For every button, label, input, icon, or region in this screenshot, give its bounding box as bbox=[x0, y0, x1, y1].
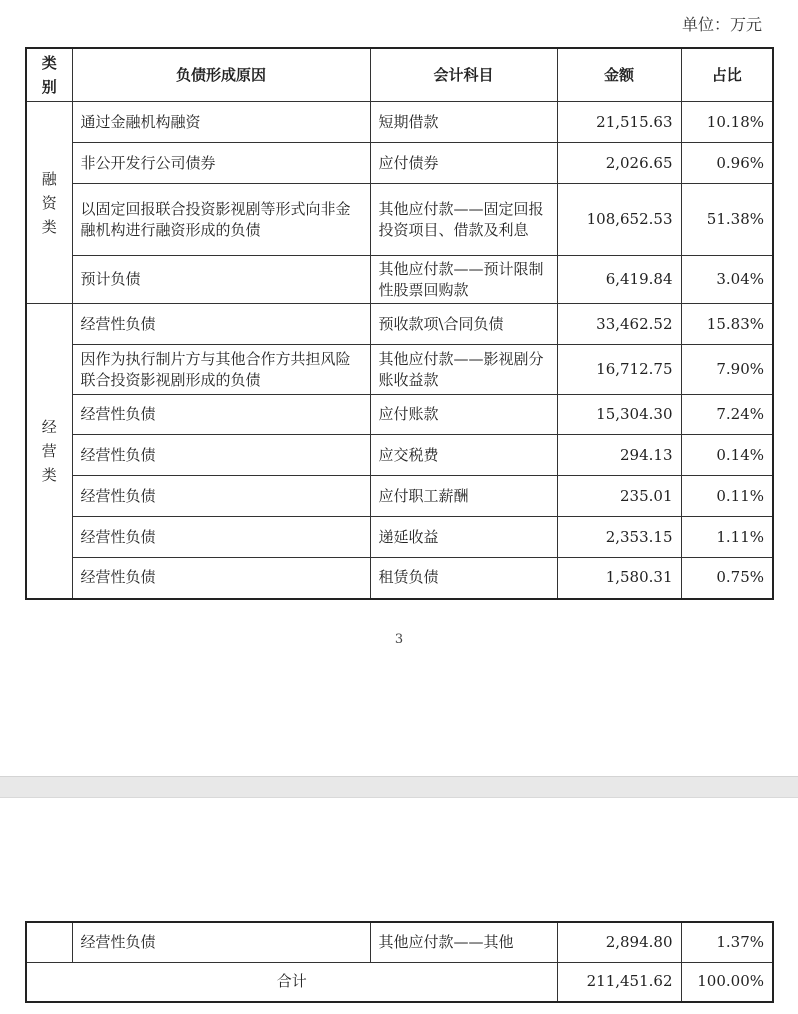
cell-ratio: 51.38% bbox=[681, 184, 773, 256]
cell-reason: 因作为执行制片方与其他合作方共担风险联合投资影视剧形成的负债 bbox=[72, 345, 370, 395]
cell-account: 应付职工薪酬 bbox=[370, 476, 557, 517]
header-category: 类别 bbox=[26, 48, 72, 102]
cell-account: 应交税费 bbox=[370, 435, 557, 476]
category-operating: 经营类 bbox=[26, 304, 72, 599]
cell-ratio: 0.75% bbox=[681, 558, 773, 599]
page-break-divider bbox=[0, 776, 798, 798]
table-row bbox=[26, 517, 773, 558]
cell-amount: 33,462.52 bbox=[557, 304, 681, 345]
cell-amount: 1,580.31 bbox=[557, 558, 681, 599]
cell-account: 短期借款 bbox=[370, 102, 557, 143]
page-number: 3 bbox=[394, 632, 404, 647]
header-ratio: 占比 bbox=[681, 48, 773, 102]
cell-ratio: 7.90% bbox=[681, 345, 773, 395]
cell-ratio: 7.24% bbox=[681, 395, 773, 435]
cell-amount: 21,515.63 bbox=[557, 102, 681, 143]
cell-ratio: 10.18% bbox=[681, 102, 773, 143]
cell-reason: 预计负债 bbox=[72, 256, 370, 304]
cell-amount: 294.13 bbox=[557, 435, 681, 476]
table-row bbox=[26, 435, 773, 476]
cell-account: 应付账款 bbox=[370, 395, 557, 435]
cell-account: 递延收益 bbox=[370, 517, 557, 558]
total-amount: 211,451.62 bbox=[557, 962, 681, 1002]
cell-amount: 6,419.84 bbox=[557, 256, 681, 304]
total-ratio: 100.00% bbox=[681, 962, 773, 1002]
total-row bbox=[26, 962, 773, 1002]
cell-reason: 非公开发行公司债券 bbox=[72, 143, 370, 184]
table-row bbox=[26, 143, 773, 184]
table-row bbox=[26, 102, 773, 143]
cell-account: 其他应付款——固定回报投资项目、借款及利息 bbox=[370, 184, 557, 256]
cell-ratio: 1.37% bbox=[681, 922, 773, 962]
cell-amount: 15,304.30 bbox=[557, 395, 681, 435]
cell-account: 应付债券 bbox=[370, 143, 557, 184]
liability-table bbox=[25, 47, 774, 600]
total-label: 合计 bbox=[26, 962, 557, 1002]
table-row bbox=[26, 395, 773, 435]
cell-reason: 经营性负债 bbox=[72, 517, 370, 558]
cell-account: 其他应付款——影视剧分账收益款 bbox=[370, 345, 557, 395]
cell-account: 其他应付款——其他 bbox=[370, 922, 557, 962]
unit-label: 单位：万元 bbox=[681, 15, 762, 34]
cell-ratio: 0.96% bbox=[681, 143, 773, 184]
category-operating-continued bbox=[26, 922, 72, 962]
cell-ratio: 1.11% bbox=[681, 517, 773, 558]
table-row bbox=[26, 922, 773, 962]
cell-reason: 经营性负债 bbox=[72, 435, 370, 476]
table-row bbox=[26, 256, 773, 304]
cell-amount: 235.01 bbox=[557, 476, 681, 517]
cell-ratio: 0.14% bbox=[681, 435, 773, 476]
table-header-row bbox=[26, 48, 773, 102]
table-row bbox=[26, 184, 773, 256]
cell-amount: 2,894.80 bbox=[557, 922, 681, 962]
cell-amount: 2,353.15 bbox=[557, 517, 681, 558]
cell-reason: 经营性负债 bbox=[72, 476, 370, 517]
table-row bbox=[26, 345, 773, 395]
header-reason: 负债形成原因 bbox=[72, 48, 370, 102]
cell-reason: 通过金融机构融资 bbox=[72, 102, 370, 143]
table-row bbox=[26, 304, 773, 345]
cell-account: 其他应付款——预计限制性股票回购款 bbox=[370, 256, 557, 304]
cell-ratio: 15.83% bbox=[681, 304, 773, 345]
cell-reason: 经营性负债 bbox=[72, 395, 370, 435]
cell-reason: 经营性负债 bbox=[72, 922, 370, 962]
header-amount: 金额 bbox=[557, 48, 681, 102]
cell-amount: 108,652.53 bbox=[557, 184, 681, 256]
cell-account: 预收款项\合同负债 bbox=[370, 304, 557, 345]
table-row bbox=[26, 558, 773, 599]
table-row bbox=[26, 476, 773, 517]
cell-reason: 经营性负债 bbox=[72, 558, 370, 599]
liability-table-continued bbox=[25, 921, 774, 1003]
cell-reason: 以固定回报联合投资影视剧等形式向非金融机构进行融资形成的负债 bbox=[72, 184, 370, 256]
cell-amount: 16,712.75 bbox=[557, 345, 681, 395]
header-account: 会计科目 bbox=[370, 48, 557, 102]
cell-reason: 经营性负债 bbox=[72, 304, 370, 345]
cell-ratio: 3.04% bbox=[681, 256, 773, 304]
cell-amount: 2,026.65 bbox=[557, 143, 681, 184]
cell-ratio: 0.11% bbox=[681, 476, 773, 517]
category-financing: 融资类 bbox=[26, 102, 72, 304]
cell-account: 租赁负债 bbox=[370, 558, 557, 599]
